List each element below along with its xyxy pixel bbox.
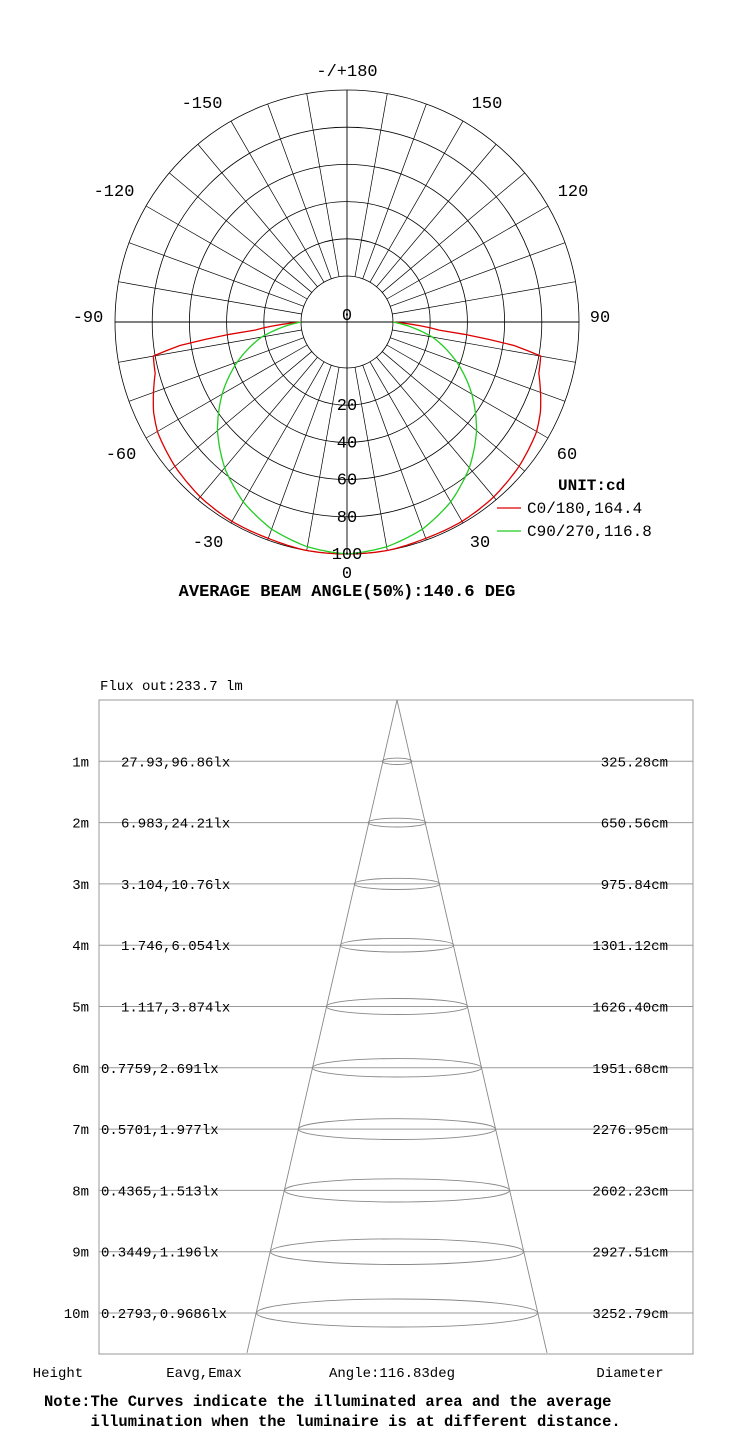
polar-spoke (390, 243, 565, 307)
polar-spoke (268, 104, 332, 279)
row-height: 7m (72, 1123, 89, 1140)
flux-out-label: Flux out:233.7 lm (100, 679, 243, 695)
note-line-2: illumination when the luminaire is at different distance. (90, 1413, 621, 1431)
polar-spoke (268, 365, 332, 540)
polar-spoke (169, 352, 311, 472)
row-height: 2m (72, 816, 89, 833)
polar-spoke (355, 367, 387, 550)
row-eavg-emax: 3.104,10.76lx (121, 877, 231, 894)
row-diameter: 325.28cm (600, 755, 668, 772)
cone-edge-right (397, 700, 547, 1353)
note-indent (44, 1413, 91, 1431)
row-eavg-emax: 0.4365,1.513lx (101, 1184, 219, 1201)
angle-label-180: -/+180 (316, 63, 378, 82)
row-height: 9m (72, 1245, 89, 1262)
polar-spoke (129, 243, 304, 307)
row-eavg-emax: 0.7759,2.691lx (101, 1061, 219, 1078)
polar-spoke (392, 330, 575, 362)
polar-spoke (363, 104, 427, 279)
row-eavg-emax: 0.3449,1.196lx (101, 1245, 219, 1262)
row-height: 10m (63, 1307, 89, 1323)
radial-label: 60 (336, 471, 358, 491)
polar-spoke (119, 282, 302, 314)
angle-header: Angle:116.83deg (328, 1366, 456, 1382)
row-eavg-emax: 27.93,96.86lx (121, 755, 231, 772)
angle-label-minus-90: -90 (72, 309, 104, 328)
angle-label-minus-120: -120 (93, 183, 135, 202)
note-prefix: Note: (44, 1393, 91, 1411)
row-diameter: 1626.40cm (592, 1000, 668, 1017)
beam-angle-caption: AVERAGE BEAM ANGLE(50%):140.6 DEG (178, 583, 516, 602)
polar-spoke (382, 173, 524, 293)
row-height: 4m (72, 939, 89, 956)
cone-rows (64, 755, 693, 1323)
polar-spoke (198, 144, 318, 286)
legend-entry-c0: C0/180,164.4 (527, 500, 643, 518)
angle-label-90: 90 (589, 309, 611, 328)
diameter-header: Diameter (596, 1366, 664, 1382)
legend-entry-c90: C90/270,116.8 (527, 523, 652, 541)
polar-spoke (377, 357, 497, 499)
row-diameter: 975.84cm (600, 877, 668, 894)
illuminance-cone-diagram (0, 660, 750, 1390)
row-diameter: 3252.79cm (592, 1307, 668, 1323)
radial-label: 20 (336, 397, 358, 417)
polar-spoke (392, 282, 575, 314)
cone-edge-left (247, 700, 397, 1353)
row-eavg-emax: 6.983,24.21lx (121, 816, 231, 833)
row-height: 6m (72, 1061, 89, 1078)
row-eavg-emax: 0.5701,1.977lx (101, 1123, 219, 1140)
height-header: Height (32, 1366, 84, 1382)
polar-spoke (198, 357, 318, 499)
row-eavg-emax: 1.746,6.054lx (121, 939, 231, 956)
row-height: 5m (72, 1000, 89, 1017)
angle-label-0: 0 (341, 565, 353, 584)
note-line-1: The Curves indicate the illuminated area and the average (90, 1393, 612, 1411)
radial-label: 80 (336, 508, 358, 528)
row-eavg-emax: 0.2793,0.9686lx (101, 1307, 228, 1323)
polar-spoke (377, 144, 497, 286)
radial-label: 40 (336, 434, 358, 454)
angle-label-120: 120 (557, 183, 589, 202)
row-eavg-emax: 1.117,3.874lx (121, 1000, 231, 1017)
row-height: 1m (72, 755, 89, 772)
row-diameter: 1301.12cm (592, 939, 668, 956)
polar-spoke (382, 352, 524, 472)
polar-spoke (363, 365, 427, 540)
row-diameter: 2602.23cm (592, 1184, 668, 1201)
note (44, 1392, 621, 1432)
angle-label-60: 60 (556, 446, 578, 465)
row-diameter: 2276.95cm (592, 1123, 668, 1140)
angle-label-minus-30: -30 (192, 534, 224, 553)
row-height: 3m (72, 877, 89, 894)
polar-spoke (355, 94, 387, 277)
polar-spoke (119, 330, 302, 362)
angle-label-30: 30 (469, 534, 491, 553)
radial-label: 0 (341, 307, 353, 326)
polar-spoke (169, 173, 311, 293)
unit-label: UNIT:cd (558, 477, 626, 495)
cone-shape (247, 700, 547, 1353)
polar-intensity-chart (0, 0, 750, 620)
polar-spoke (307, 94, 339, 277)
angle-label-minus-60: -60 (105, 446, 137, 465)
row-diameter: 2927.51cm (592, 1245, 668, 1262)
radial-label: 100 (331, 546, 363, 565)
row-diameter: 650.56cm (600, 816, 668, 833)
angle-label-150: 150 (471, 95, 503, 114)
row-diameter: 1951.68cm (592, 1061, 668, 1078)
eavg-header: Eavg,Emax (166, 1366, 242, 1382)
polar-spoke (307, 367, 339, 550)
row-height: 8m (72, 1184, 89, 1201)
angle-label-minus-150: -150 (181, 95, 223, 114)
